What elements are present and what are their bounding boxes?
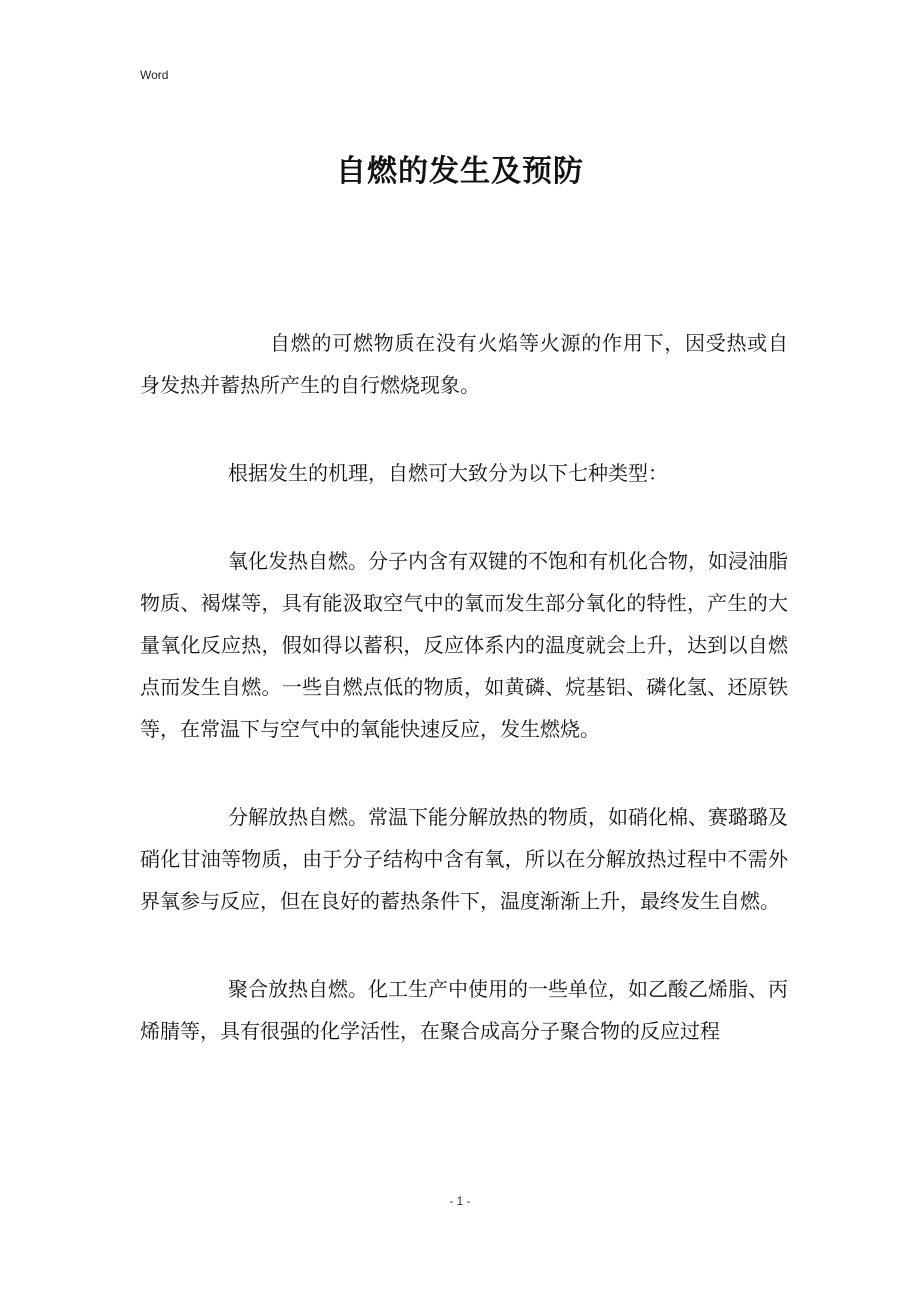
paragraph-oxidation-heat: 氧化发热自燃。分子内含有双键的不饱和有机化合物，如浸油脂物质、褐煤等，具有能汲取空气中的氧而发生部分氧化的特性，产生的大量氧化反应热，假如得以蓄积，反应体系内的温度就会上升，达到以自燃点而发生自燃。一些自燃点低的物质，如黄磷、烷基铝、磷化氢、还原铁等，在常温下与空气中的氧能快速反应，发生燃烧。 xyxy=(140,549,788,741)
header-label: Word xyxy=(140,68,169,82)
paragraph-classification-intro: 根据发生的机理，自燃可大致分为以下七种类型： xyxy=(228,461,668,485)
paragraph-polymerization-heat: 聚合放热自燃。化工生产中使用的一些单位，如乙酸乙烯脂、丙烯腈等，具有很强的化学活性，在聚合成高分子聚合物的反应过程 xyxy=(140,977,788,1043)
page-number: - 1 - xyxy=(449,1194,471,1208)
document-body xyxy=(140,322,788,1098)
paragraph-decomposition-heat: 分解放热自燃。常温下能分解放热的物质，如硝化棉、赛璐璐及硝化甘油等物质，由于分子结构中含有氧，所以在分解放热过程中不需外界氧参与反应，但在良好的蓄热条件下，温度渐渐上升，最终发生自燃。 xyxy=(140,805,788,913)
document-title: 自燃的发生及预防 xyxy=(336,154,584,189)
paragraph-definition: 自燃的可燃物质在没有火焰等火源的作用下，因受热或自身发热并蓄热所产生的自行燃烧现象。 xyxy=(140,331,788,397)
